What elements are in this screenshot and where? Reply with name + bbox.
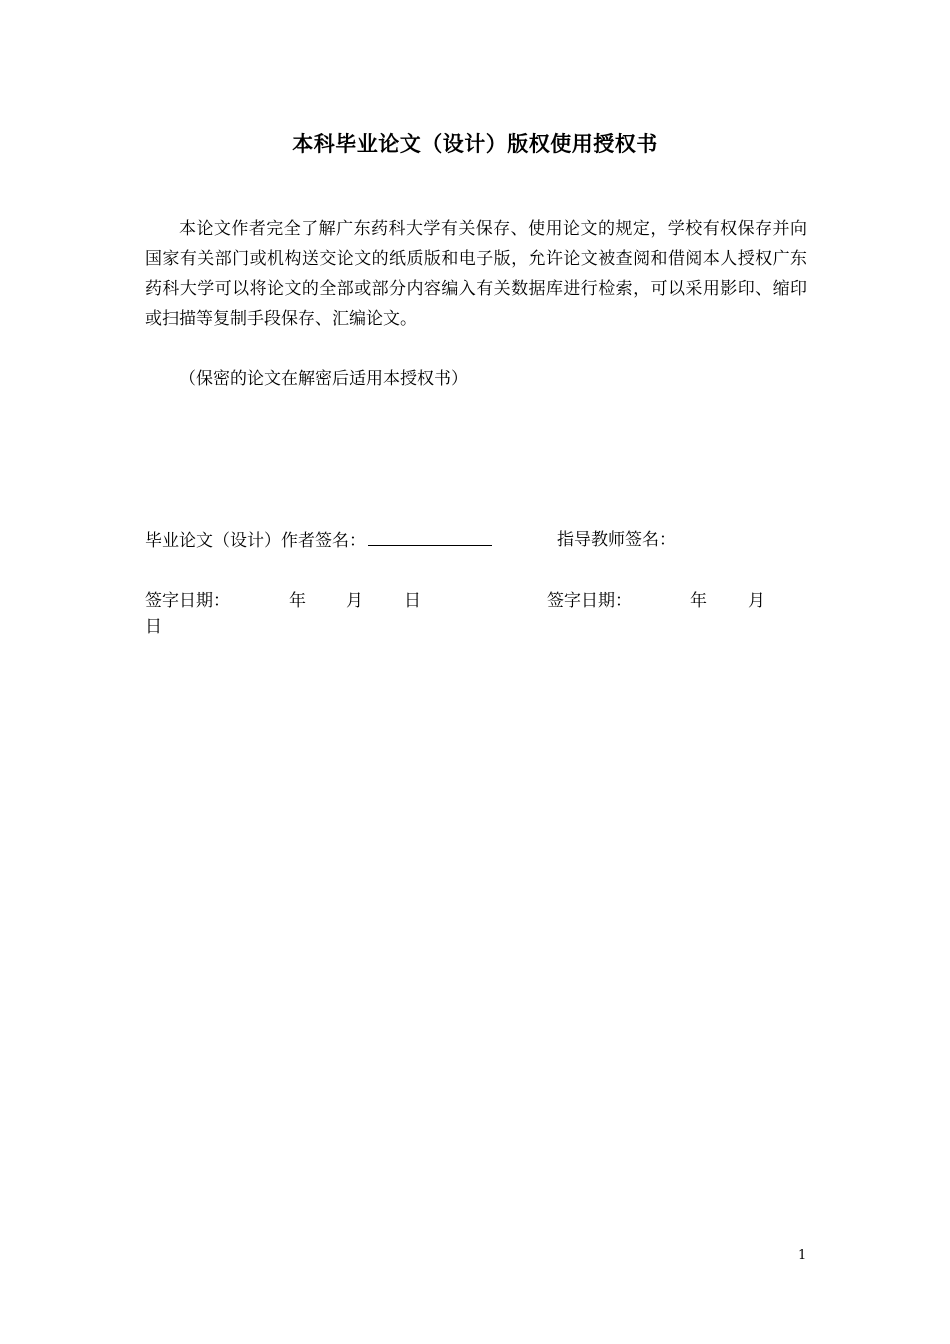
author-date-label: 签字日期： [145, 591, 230, 611]
authorization-paragraph: 本论文作者完全了解广东药科大学有关保存、使用论文的规定，学校有权保存并向国家有关部门或机构送交论文的纸质版和电子版，允许论文被查阅和借阅本人授权广东药科大学可以将论文的全部或部分内容编入有关数据库进行检索，可以采用影印、缩印或扫描等复制手段保存、汇编论文。 [145, 219, 807, 329]
confidential-note: （保密的论文在解密后适用本授权书） [179, 369, 468, 389]
advisor-date-label: 签字日期： [547, 591, 632, 611]
advisor-signature-label: 指导教师签名： [557, 530, 676, 550]
page-number: 1 [798, 1248, 807, 1263]
author-signature-label: 毕业论文（设计）作者签名： [145, 531, 366, 551]
advisor-date-day: 日 [145, 617, 162, 637]
author-date-month: 月 [346, 591, 363, 611]
author-date-day: 日 [404, 591, 421, 611]
advisor-date-year: 年 [690, 591, 707, 611]
author-signature-row [145, 525, 492, 556]
author-signature-line[interactable] [368, 525, 492, 546]
advisor-date-month: 月 [748, 591, 765, 611]
document-title: 本科毕业论文（设计）版权使用授权书 [292, 132, 658, 156]
author-date-year: 年 [289, 591, 306, 611]
